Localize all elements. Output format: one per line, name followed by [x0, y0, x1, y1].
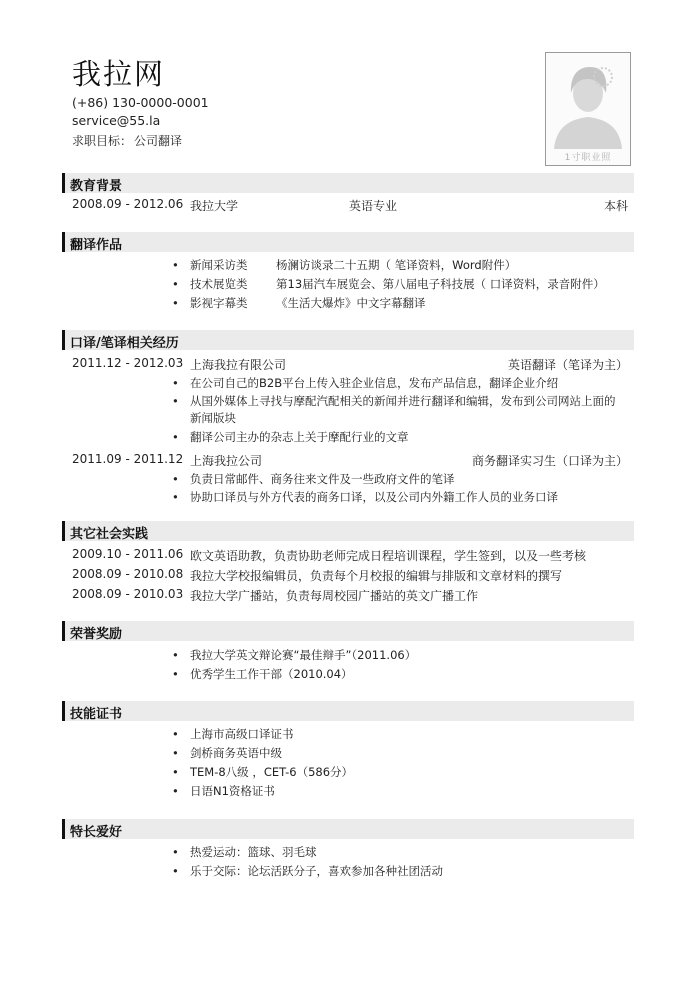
- list-item: [176, 744, 636, 762]
- list-item: [176, 646, 636, 664]
- education-date: 2008.09 - 2012.06: [72, 197, 184, 211]
- job-date: 2011.12 - 2012.03: [72, 356, 184, 370]
- bullet-text: • TEM-8八级 ，CET-6（586分）: [190, 765, 354, 779]
- work-category: • 影视字幕类: [190, 296, 248, 310]
- list-item: [176, 782, 636, 800]
- job-role: 商务翻译实习生（口译为主）: [471, 454, 628, 468]
- person-silhouette-icon: [546, 53, 630, 165]
- work-title: 杨澜访谈录二十五期（ 笔译资料，Word附件）: [276, 258, 517, 272]
- section-education: [62, 173, 634, 193]
- objective-label: 求职目标：: [72, 134, 133, 148]
- phone-number: (+86) 130-0000-0001: [72, 95, 209, 110]
- list-item: [176, 488, 636, 506]
- section-bar: [62, 330, 65, 350]
- section-title: 技能证书: [70, 707, 123, 722]
- section-hobbies: [62, 819, 634, 839]
- job-objective: [72, 132, 184, 149]
- bullet-text: • 协助口译员与外方代表的商务口译，以及公司内外籍工作人员的业务口译: [190, 490, 558, 504]
- section-practice: [62, 521, 634, 541]
- list-item: [176, 725, 636, 743]
- practice-row: [72, 587, 628, 605]
- section-title: 翻译作品: [70, 238, 123, 253]
- practice-desc: 我拉大学校报编辑员，负责每个月校报的编辑与排版和文章材料的撰写: [190, 569, 563, 583]
- section-bar: [62, 232, 65, 252]
- bullet-text: • 剑桥商务英语中级: [190, 746, 282, 760]
- bullet-text: • 翻译公司主办的杂志上关于摩配行业的文章: [190, 430, 409, 444]
- section-awards: [62, 621, 634, 641]
- practice-date: 2008.09 - 2010.03: [72, 587, 184, 601]
- work-title: 《生活大爆炸》中文字幕翻译: [276, 296, 426, 310]
- practice-row: [72, 547, 628, 565]
- list-item: [176, 862, 636, 880]
- bullet-text: • 从国外媒体上寻找与摩配汽配相关的新闻并进行翻译和编辑，发布到公司网站上面的: [190, 394, 616, 408]
- list-item: [176, 294, 636, 312]
- practice-date: 2008.09 - 2010.08: [72, 567, 184, 581]
- section-title: 特长爱好: [70, 825, 123, 840]
- practice-date: 2009.10 - 2011.06: [72, 547, 184, 561]
- bullet-text: • 热爱运动：篮球、羽毛球: [190, 845, 317, 859]
- section-title: 教育背景: [70, 179, 123, 194]
- bullet-text: • 日语N1资格证书: [190, 784, 275, 798]
- work-category: • 新闻采访类: [190, 258, 248, 272]
- job-row: [72, 452, 628, 470]
- list-item: [176, 665, 636, 683]
- bullet-text: • 负责日常邮件、商务往来文件及一些政府文件的笔译: [190, 472, 455, 486]
- photo-caption: 1寸职业照: [564, 153, 612, 163]
- practice-desc: 我拉大学广播站，负责每周校园广播站的英文广播工作: [190, 589, 479, 603]
- section-experience: [62, 330, 634, 350]
- email-address: service@55.la: [72, 113, 161, 128]
- education-row: [72, 197, 628, 215]
- list-item: [176, 256, 636, 274]
- bullet-text: • 优秀学生工作干部（2010.04）: [190, 667, 353, 681]
- education-school: 我拉大学: [190, 199, 239, 213]
- work-title: 第13届汽车展览会、第八届电子科技展（ 口译资料，录音附件）: [276, 277, 605, 291]
- job-company: 上海我拉公司: [190, 454, 263, 468]
- job-company: 上海我拉有限公司: [190, 358, 287, 372]
- section-bar: [62, 621, 65, 641]
- practice-desc: 欧文英语助教，负责协助老师完成日程培训课程，学生签到，以及一些考核: [190, 549, 587, 563]
- section-title: 口译/笔译相关经历: [70, 336, 179, 351]
- section-bar: [62, 521, 65, 541]
- job-date: 2011.09 - 2011.12: [72, 452, 184, 466]
- section-bar: [62, 173, 65, 193]
- list-item: [176, 428, 636, 446]
- section-bar: [62, 819, 65, 839]
- list-item: [176, 470, 636, 488]
- job-role: 英语翻译（笔译为主）: [507, 358, 628, 372]
- list-item: [176, 843, 636, 861]
- bullet-text: • 我拉大学英文辩论赛“最佳辩手”（2011.06）: [190, 648, 417, 662]
- bullet-text: • 上海市高级口译证书: [190, 727, 294, 741]
- education-major: 英语专业: [349, 199, 398, 213]
- candidate-name: 我拉网: [72, 57, 166, 91]
- practice-row: [72, 567, 628, 585]
- section-certs: [62, 701, 634, 721]
- bullet-text-continued: 新闻版块: [190, 411, 236, 425]
- list-item: [176, 392, 636, 428]
- objective-value: 公司翻译: [134, 134, 183, 148]
- section-works: [62, 232, 634, 252]
- job-row: [72, 356, 628, 374]
- bullet-text: • 在公司自己的B2B平台上传入驻企业信息，发布产品信息，翻译企业介绍: [190, 376, 559, 390]
- work-category: • 技术展览类: [190, 277, 248, 291]
- list-item: [176, 374, 636, 392]
- section-bar: [62, 701, 65, 721]
- photo-placeholder: [545, 52, 631, 166]
- section-title: 荣誉奖励: [70, 627, 123, 642]
- section-title: 其它社会实践: [70, 527, 149, 542]
- education-degree: 本科: [603, 199, 628, 213]
- bullet-text: • 乐于交际：论坛活跃分子，喜欢参加各种社团活动: [190, 864, 443, 878]
- list-item: [176, 763, 636, 781]
- list-item: [176, 275, 636, 293]
